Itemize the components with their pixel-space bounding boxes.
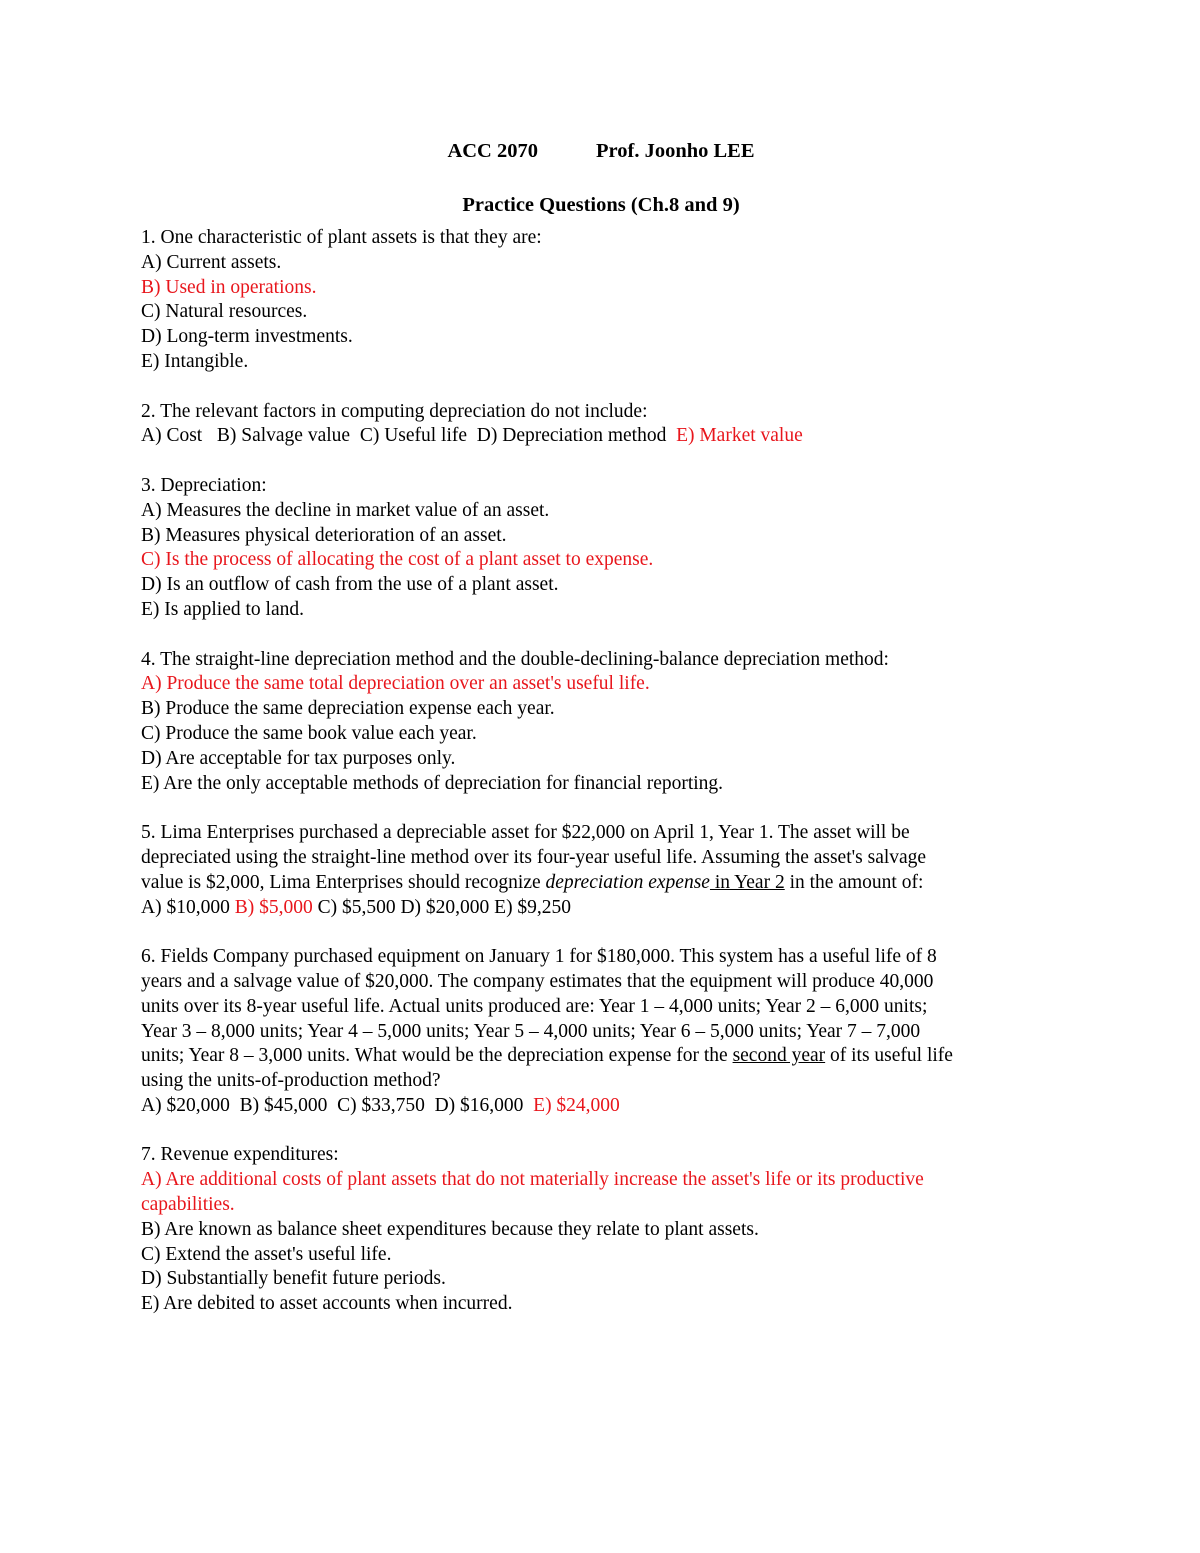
option-e: E) Intangible. (141, 350, 249, 372)
option-a: A) Cost (141, 425, 203, 447)
option-a-answer-cont: capabilities. (141, 1194, 235, 1216)
stem-text: value is $2,000, Lima Enterprises should recognize (141, 871, 546, 893)
question-2 (141, 400, 1061, 450)
option-b: B) Measures physical deterioration of an asset. (141, 524, 507, 546)
document-title: Practice Questions (Ch.8 and 9) (462, 194, 740, 216)
option-c: C) Produce the same book value each year. (141, 722, 477, 744)
professor-name: Prof. Joonho LEE (596, 140, 755, 162)
option-a: A) Measures the decline in market value of an asset. (141, 499, 550, 521)
option-d: D) Long-term investments. (141, 326, 353, 348)
option-e: E) Are the only acceptable methods of depreciation for financial reporting. (141, 772, 724, 794)
option-c: C) Extend the asset's useful life. (141, 1243, 392, 1265)
options-row (141, 1094, 1061, 1119)
option-c: C) $33,750 (337, 1094, 425, 1116)
option-d: D) Depreciation method (476, 425, 667, 447)
option-b: B) Salvage value (216, 425, 351, 447)
question-4 (141, 648, 1061, 797)
option-b-answer: B) Used in operations. (141, 276, 317, 298)
underlined-term: in Year 2 (709, 871, 785, 893)
course-code: ACC 2070 (447, 140, 538, 162)
question-stem: 4. The straight-line depreciation method and the double-declining-balance depreciation method: (141, 648, 889, 670)
question-stem-line: using the units-of-production method? (141, 1070, 441, 1092)
option-b: B) $45,000 (239, 1094, 328, 1116)
option-c: C) Useful life (359, 425, 468, 447)
question-stem: 2. The relevant factors in computing depreciation do not include: (141, 400, 648, 422)
question-stem-line: 6. Fields Company purchased equipment on January 1 for $180,000. This system has a useful life of 8 (141, 946, 937, 968)
option-c: C) Natural resources. (141, 301, 308, 323)
question-stem-line: units over its 8-year useful life. Actual units produced are: Year 1 – 4,000 units; Year 2 – 6,000 units; (141, 995, 928, 1017)
option-e: E) Is applied to land. (141, 598, 304, 620)
option-c: C) $5,500 (317, 896, 396, 918)
option-e: E) $9,250 (494, 896, 572, 918)
option-b-answer: B) $5,000 (234, 896, 313, 918)
question-1 (141, 226, 1061, 375)
option-c-answer: C) Is the process of allocating the cost of a plant asset to expense. (141, 549, 654, 571)
question-stem-line: Year 3 – 8,000 units; Year 4 – 5,000 units; Year 5 – 4,000 units; Year 6 – 5,000 units; Year 7 – 7,000 (141, 1020, 921, 1042)
option-d: D) $16,000 (434, 1094, 524, 1116)
question-stem-line (141, 1044, 1061, 1069)
question-stem: 3. Depreciation: (141, 474, 267, 496)
emphasized-term: depreciation expense (545, 871, 710, 893)
document-header (141, 138, 1061, 164)
option-d: D) $20,000 (400, 896, 490, 918)
stem-text: units; Year 8 – 3,000 units. What would be the depreciation expense for the (141, 1045, 733, 1067)
option-b: B) Are known as balance sheet expenditures because they relate to plant assets. (141, 1218, 759, 1240)
question-5 (141, 821, 1061, 920)
options-row (141, 896, 1061, 921)
question-6 (141, 945, 1061, 1119)
question-7 (141, 1143, 1061, 1317)
option-b: B) Produce the same depreciation expense each year. (141, 698, 555, 720)
question-stem-line: 5. Lima Enterprises purchased a depreciable asset for $22,000 on April 1, Year 1. The asset will be (141, 822, 910, 844)
option-a-answer: A) Are additional costs of plant assets that do not materially increase the asset's life or its productive (141, 1169, 924, 1191)
question-stem: 1. One characteristic of plant assets is that they are: (141, 227, 542, 248)
stem-text: of its useful life (825, 1045, 953, 1067)
stem-text: in the amount of: (784, 871, 924, 893)
option-d: D) Are acceptable for tax purposes only. (141, 747, 456, 769)
option-a-answer: A) Produce the same total depreciation over an asset's useful life. (141, 673, 650, 695)
option-e-answer: E) $24,000 (533, 1094, 620, 1116)
option-e: E) Are debited to asset accounts when incurred. (141, 1293, 513, 1315)
question-stem-line (141, 871, 1061, 896)
option-a: A) $10,000 (141, 896, 230, 918)
options-row (141, 424, 1061, 449)
question-3 (141, 474, 1061, 623)
option-a: A) Current assets. (141, 251, 282, 273)
underlined-term: second year (732, 1045, 826, 1067)
option-d: D) Is an outflow of cash from the use of a plant asset. (141, 574, 559, 596)
question-stem: 7. Revenue expenditures: (141, 1144, 339, 1166)
question-stem-line: depreciated using the straight-line method over its four-year useful life. Assuming the asset's salvage (141, 846, 927, 868)
option-d: D) Substantially benefit future periods. (141, 1268, 446, 1290)
option-e-answer: E) Market value (676, 425, 803, 447)
document-page (141, 138, 1061, 1342)
question-stem-line: years and a salvage value of $20,000. The company estimates that the equipment will produce 40,000 (141, 970, 934, 992)
option-a: A) $20,000 (141, 1094, 230, 1116)
